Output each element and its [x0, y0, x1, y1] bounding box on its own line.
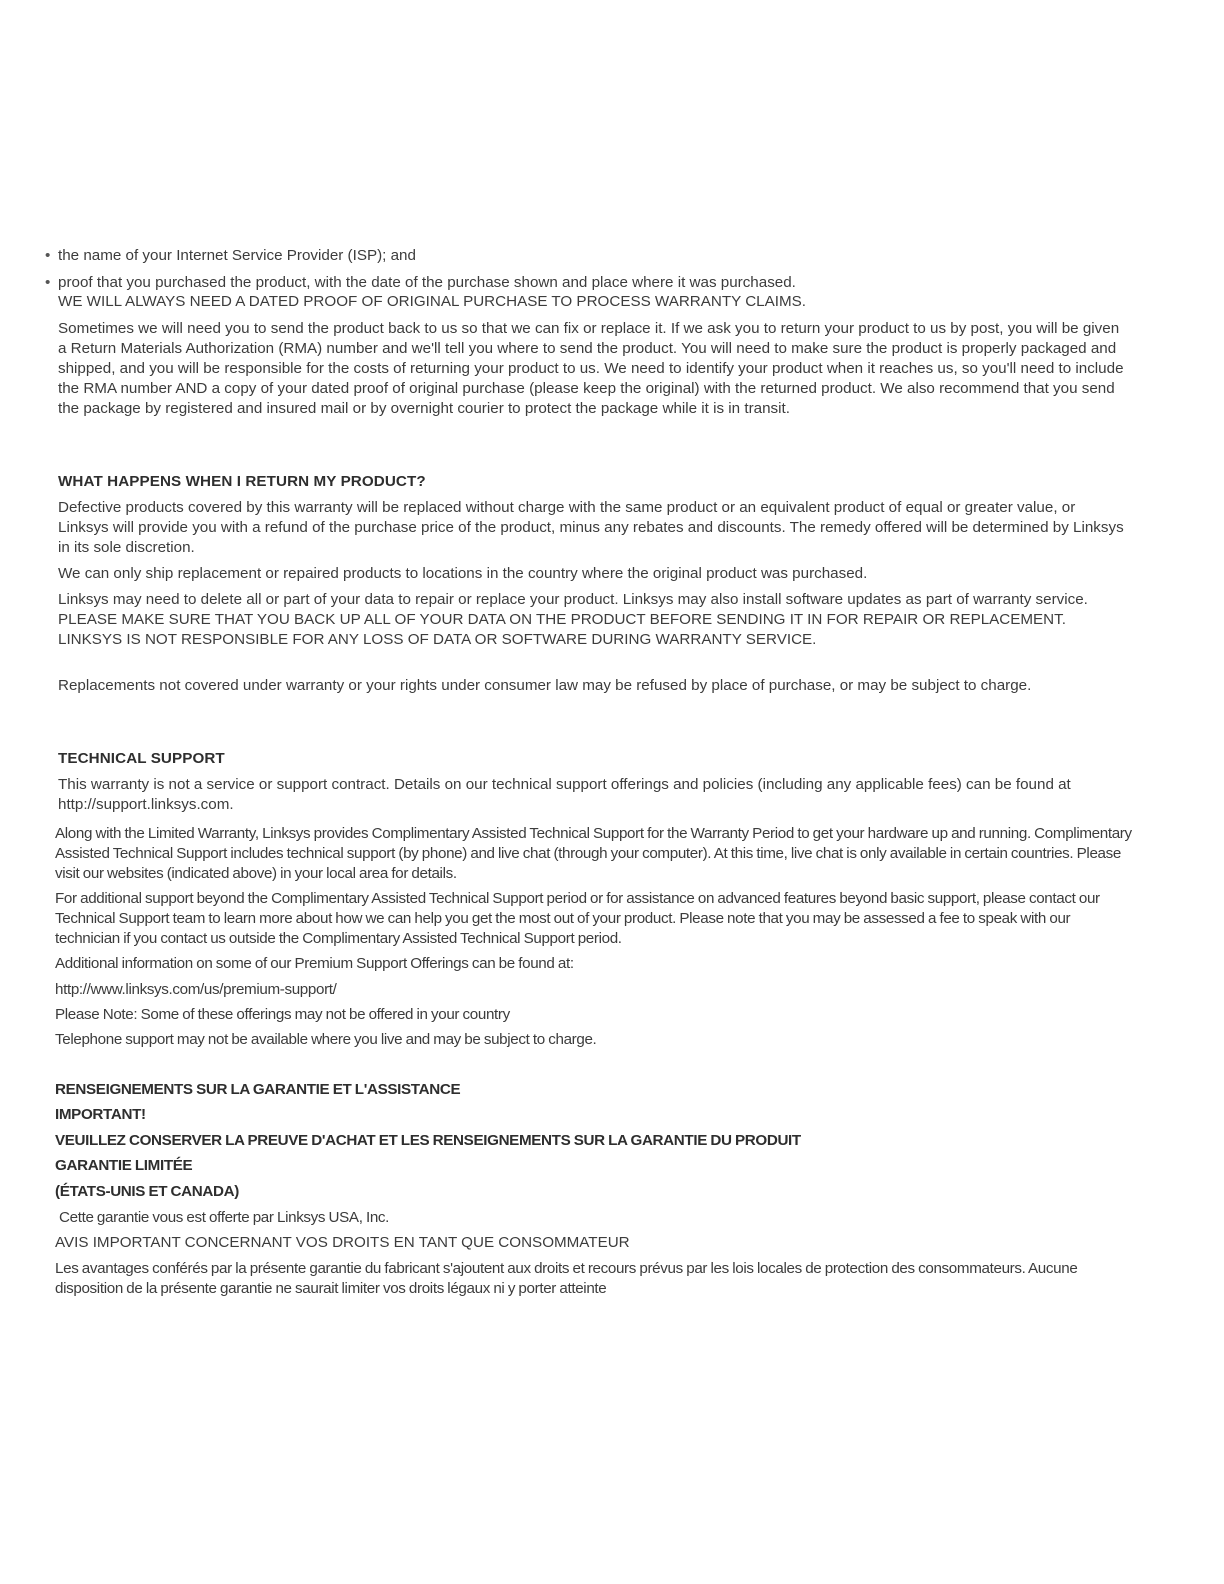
bullet-isp-name: • the name of your Internet Service Provider (ISP); and	[45, 246, 1138, 266]
support-contract-paragraph: This warranty is not a service or support contract. Details on our technical support offerings and policies (including any applicable fees) can be found at http://support.linksys.com.	[58, 776, 1071, 813]
french-limited-warranty-heading: GARANTIE LIMITÉE	[55, 1157, 193, 1174]
french-notice-line: AVIS IMPORTANT CONCERNANT VOS DROITS EN TANT QUE CONSOMMATEUR	[55, 1234, 630, 1251]
support-premium-url: http://www.linksys.com/us/premium-support/	[55, 981, 337, 998]
support-section-heading: TECHNICAL SUPPORT	[58, 750, 225, 767]
french-keep-proof-heading: VEUILLEZ CONSERVER LA PREUVE D'ACHAT ET LES RENSEIGNEMENTS SUR LA GARANTIE DU PRODUIT	[55, 1132, 801, 1149]
return-refusal-paragraph: Replacements not covered under warranty or your rights under consumer law may be refused by place of purchase, or may be subject to charge.	[58, 677, 1032, 694]
support-additional-paragraph: For additional support beyond the Complimentary Assisted Technical Support period or for assistance on advanced features beyond basic support, please contact our Technical Support team to learn more about how we can help you get the most out of your product. Please note that you may be assessed a fee to speak with our technician if you contact us outside the Complimentary Assisted Technical Support period.	[55, 890, 1100, 947]
rma-paragraph: Sometimes we will need you to send the product back to us so that we can fix or replace it. If we ask you to return your product to us by post, you will be given a Return Materials Authorization (RMA) number and we'll tell you where to send the product. You will need to make sure the product is properly packaged and shipped, and you will be responsible for the costs of returning your product to us. We need to identify your product when it reaches us, so you'll need to include the RMA number AND a copy of your dated proof of original purchase (please keep the original) with the returned product. We also recommend that you send the package by registered and insured mail or by overnight courier to protect the package while it is in transit.	[58, 320, 1124, 417]
french-offer-line: Cette garantie vous est offerte par Linksys USA, Inc.	[59, 1209, 390, 1226]
french-rights-paragraph: Les avantages conférés par la présente garantie du fabricant s'ajoutent aux droits et recours prévus par les lois locales de protection des consommateurs. Aucune disposition de la présente garantie ne saurait limiter vos droits légaux ni y porter atteinte	[55, 1260, 1078, 1297]
french-title-heading: RENSEIGNEMENTS SUR LA GARANTIE ET L'ASSISTANCE	[55, 1081, 461, 1098]
return-shipping-paragraph: We can only ship replacement or repaired products to locations in the country where the original product was purchased.	[58, 565, 868, 582]
support-premium-intro: Additional information on some of our Premium Support Offerings can be found at:	[55, 955, 574, 972]
french-region-heading: (ÉTATS-UNIS ET CANADA)	[55, 1183, 239, 1200]
bullet-proof-of-purchase: • proof that you purchased the product, with the date of the purchase shown and place where it was purchased.	[45, 273, 1138, 293]
support-country-note: Please Note: Some of these offerings may not be offered in your country	[55, 1006, 510, 1023]
return-section-heading: WHAT HAPPENS WHEN I RETURN MY PRODUCT?	[58, 473, 426, 490]
proof-required-notice: WE WILL ALWAYS NEED A DATED PROOF OF ORIGINAL PURCHASE TO PROCESS WARRANTY CLAIMS.	[58, 293, 806, 310]
french-important-heading: IMPORTANT!	[55, 1106, 146, 1123]
return-data-loss-paragraph: Linksys may need to delete all or part of your data to repair or replace your product. Linksys may also install software updates as part of warranty service. PLEASE MAKE SURE THAT YOU BACK UP ALL OF YOUR DATA ON THE PRODUCT BEFORE SENDING IT IN FOR REPAIR OR REPLACEMENT. LINKSYS IS NOT RESPONSIBLE FOR ANY LOSS OF DATA OR SOFTWARE DURING WARRANTY SERVICE.	[58, 591, 1088, 648]
support-telephone-note: Telephone support may not be available where you live and may be subject to charge.	[55, 1031, 597, 1048]
return-remedy-paragraph: Defective products covered by this warranty will be replaced without charge with the same product or an equivalent product of equal or greater value, or Linksys will provide you with a refund of the purchase price of the product, minus any rebates and discounts. The remedy offered will be determined by Linksys in its sole discretion.	[58, 499, 1124, 556]
support-complimentary-paragraph: Along with the Limited Warranty, Linksys provides Complimentary Assisted Technical Support for the Warranty Period to get your hardware up and running. Complimentary Assisted Technical Support includes technical support (by phone) and live chat (through your computer). At this time, live chat is only available in certain countries. Please visit our websites (indicated above) in your local area for details.	[55, 825, 1132, 882]
